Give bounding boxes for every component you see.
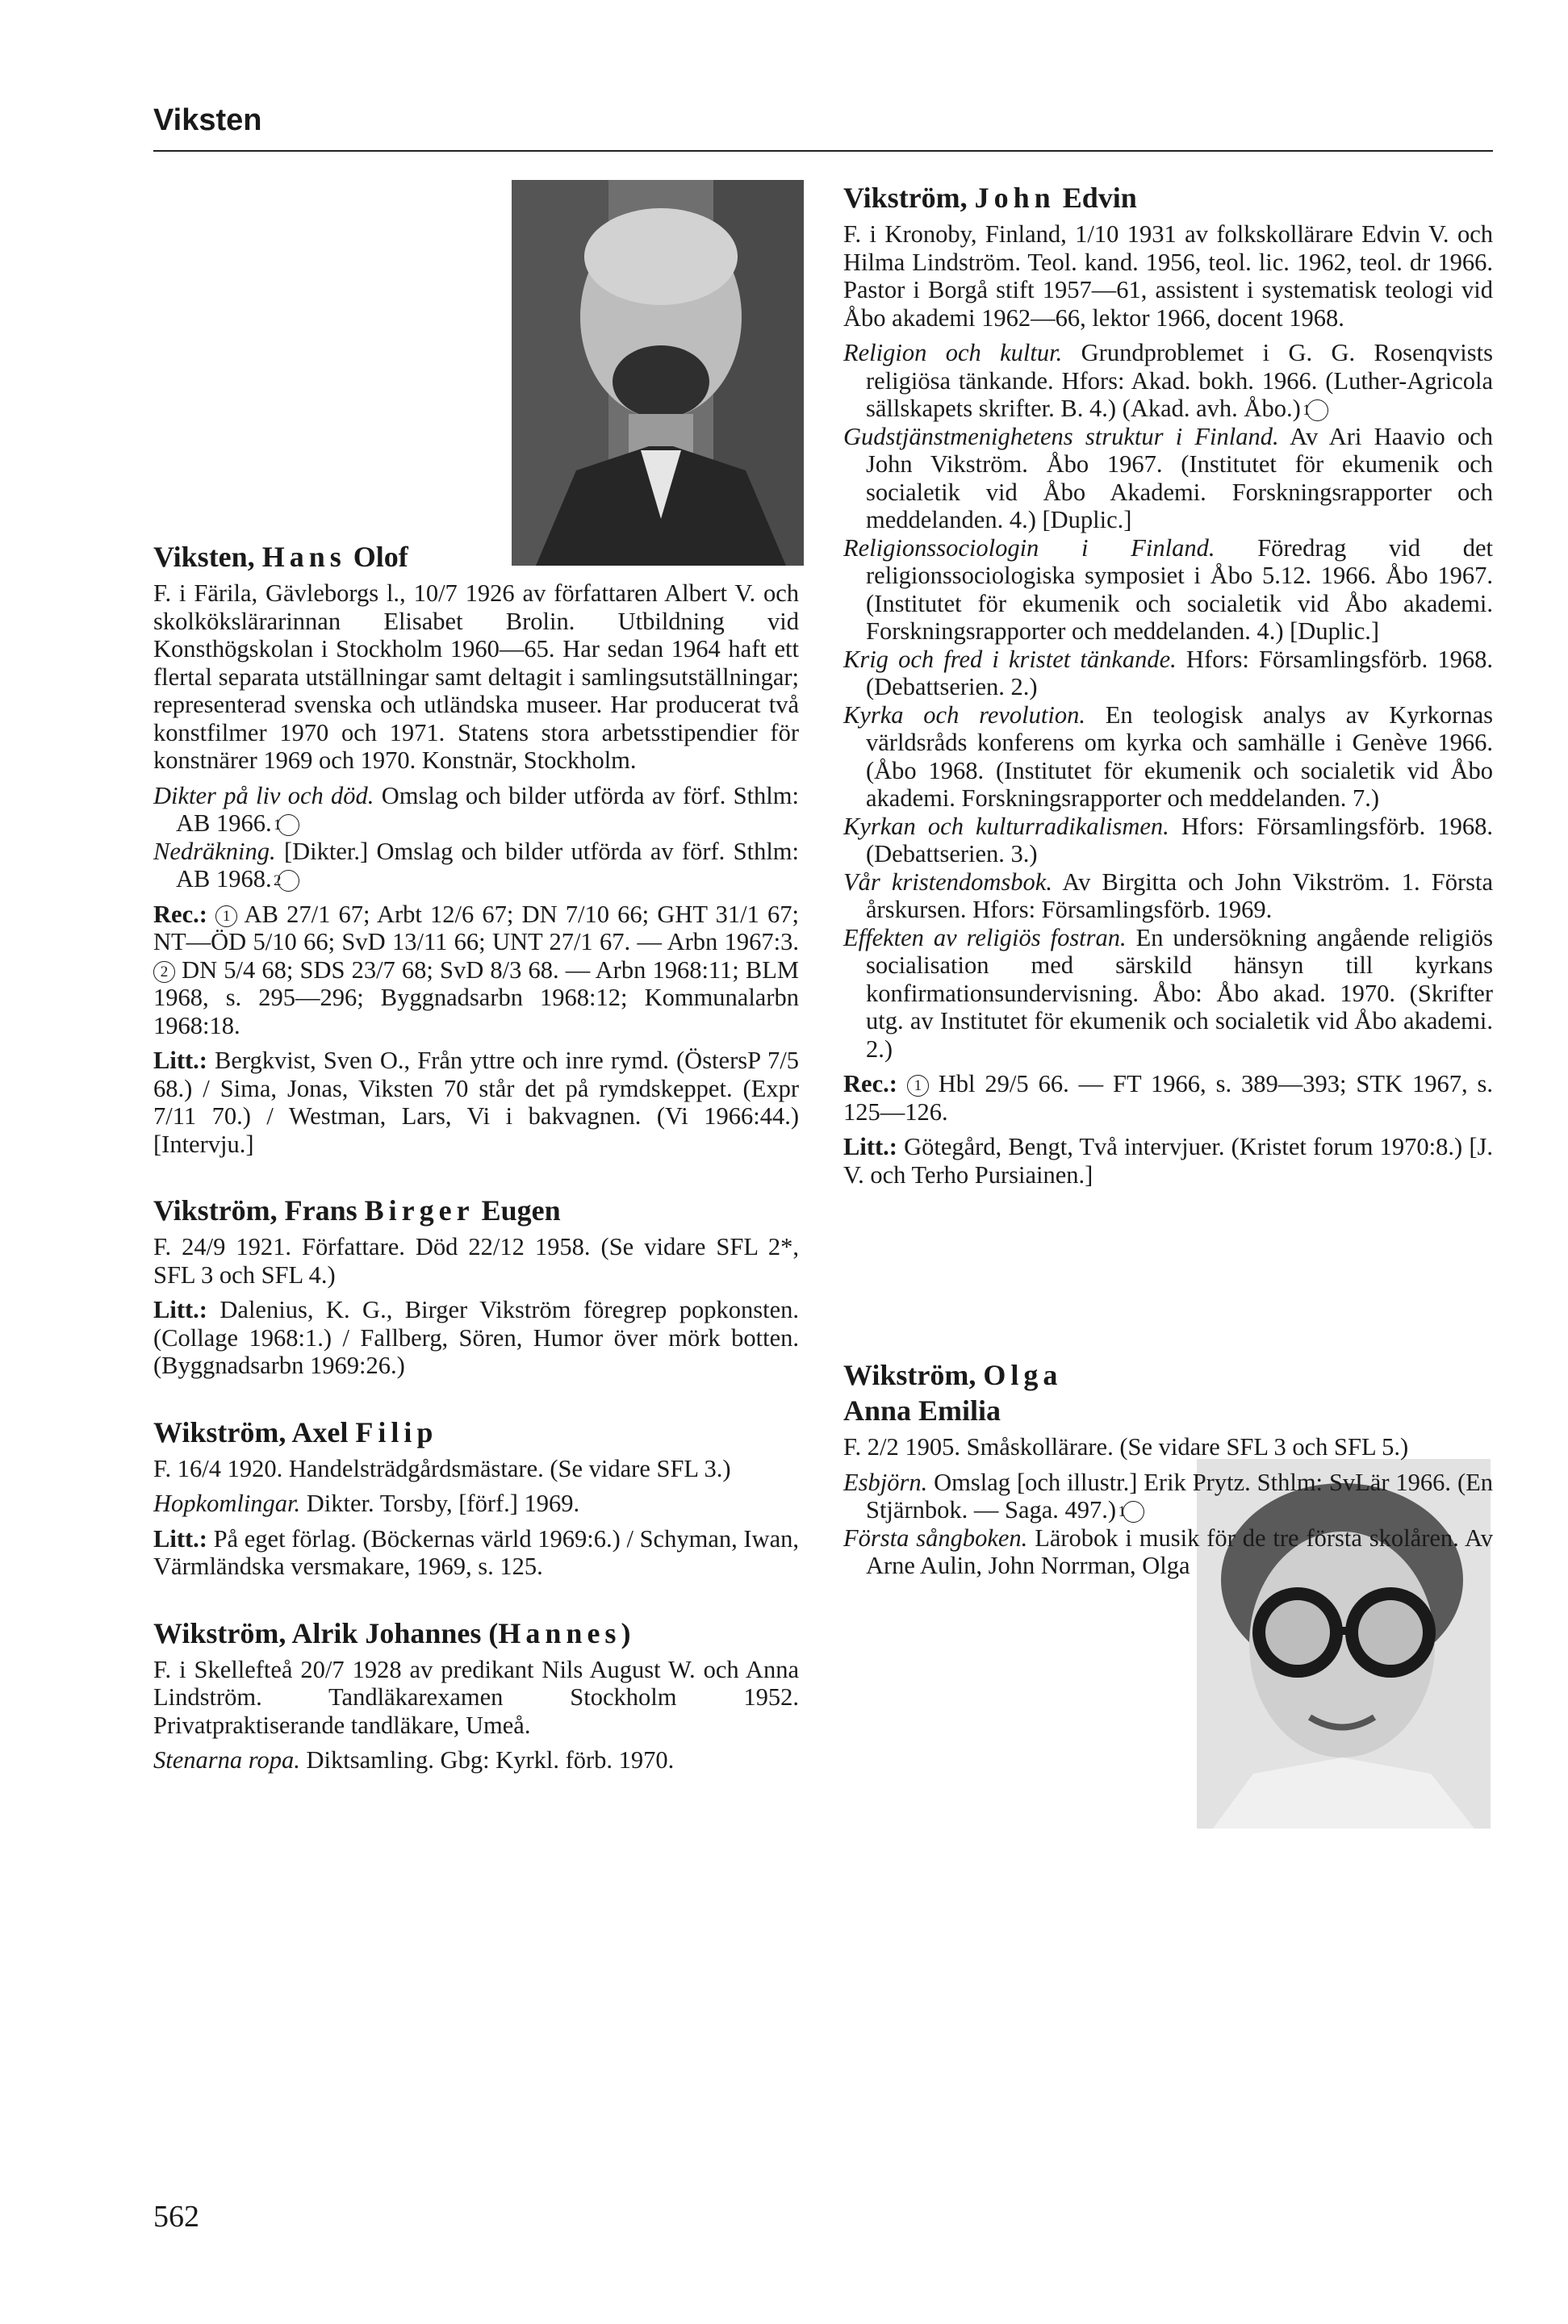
reviews: Rec.: 1 AB 27/1 67; Arbt 12/6 67; DN 7/10 66; GHT 31/1 67; NT—ÖD 5/10 66; SvD 13/11 66; UNT 27/1 67. — Arbn 1967:3. 2 DN 5/4 68; SDS 23/7 68; SvD 8/3 68. — Arbn 1968:11; BLM 1968, s. 295—296; Byggnadsarbn 1968:12; Kommunalarbn 1968:18. [153, 900, 799, 1039]
work-item: Första sångboken. Lärobok i musik för de tre första skolåren. Av Arne Aulin, John Norrman, Olga [843, 1524, 1493, 1579]
literature: Litt.: Bergkvist, Sven O., Från yttre och inre rymd. (ÖstersP 7/5 68.) / Sima, Jonas, Viksten 70 står det på rymdskeppet. (Expr 7/11 70.) / Westman, Lars, Vi i bakvagnen. (Vi 1966:44.) [Intervju.] [153, 1047, 799, 1158]
left-column [153, 180, 799, 1774]
edition-mark: 2 [278, 870, 299, 892]
entry-bio: F. i Färila, Gävleborgs l., 10/7 1926 av författaren Albert V. och skolkökslärarinnan Elisabet Brolin. Utbildning vid Konsthögskolan i Stockholm 1960—65. Har sedan 1964 haft ett flertal separata utställningar samt deltagit i samlingsutställningar; representerad svenska och utländska museer. Har producerat två konstfilmer 1970 och 1971. Statens stora arbetsstipendier för konstnärer 1969 och 1970. Konstnär, Stockholm. [153, 579, 799, 774]
entry-heading: Wikström, Axel Filip [153, 1415, 438, 1448]
literature: Litt.: Götegård, Bengt, Två intervjuer. (Kristet forum 1970:8.) [J. V. och Terho Pursiainen.] [843, 1133, 1493, 1189]
entry-bio: F. 16/4 1920. Handelsträdgårdsmästare. (Se vidare SFL 3.) [153, 1454, 731, 1482]
work-item: Kyrkan och kulturradikalismen. Hfors: Församlingsförb. 1968. (Debattserien. 3.) [843, 812, 1493, 867]
work-item: Esbjörn. Omslag [och illustr.] Erik Prytz. Sthlm: SvLär 1966. (En Stjärnbok. — Saga. 497.) 1 [843, 1468, 1493, 1524]
literature: Litt.: Dalenius, K. G., Birger Vikström föregrep popkonsten. (Collage 1968:1.) / Fallberg, Sören, Humor över mörk botten. (Byggnadsarbn 1969:26.) [153, 1296, 799, 1379]
entry-bio: F. 24/9 1921. Författare. Död 22/12 1958. (Se vidare SFL 2*, SFL 3 och SFL 4.) [153, 1233, 799, 1289]
entry-wikstrom-olga-anna-emilia [843, 1357, 1493, 1580]
work-item: Gudstjänstmenighetens struktur i Finland. Av Ari Haavio och John Vikström. Åbo 1967. (Institutet för ekumenik och socialetik vid Åbo Akademi. Forskningsrapporter och meddelanden. 4.) [Duplic.] [843, 422, 1493, 533]
work-item: Kyrka och revolution. En teologisk analys av Kyrkornas världsråds konferens om kyrka och samhälle i Genève 1966. (Åbo 1968. (Institutet för ekumenik och socialetik vid Åbo akademi. Forskningsrapporter och meddelanden. 7.) [843, 700, 1493, 812]
entry-wikstrom-alrik-hannes [153, 1616, 799, 1774]
work-item: Krig och fred i kristet tänkande. Hfors: Församlingsförb. 1968. (Debattserien. 2.) [843, 645, 1493, 700]
entry-vikstrom-frans-birger [153, 1193, 799, 1380]
header-rule [153, 150, 1493, 152]
right-column [843, 180, 1493, 1580]
entry-vikstrom-john-edvin [843, 180, 1493, 1189]
edition-mark: 1 [278, 814, 299, 836]
work-item: Effekten av religiös fostran. En undersökning angående religiös socialisation med särskild hänsyn till kyrkans konfirmationsundervisning. Åbo: Åbo akad. 1970. (Skrifter utg. av Institutet för ekumenik och socialetik vid Åbo akademi. 2.) [843, 923, 1493, 1063]
edition-mark: 2 [153, 961, 175, 983]
reviews: Rec.: 1 Hbl 29/5 66. — FT 1966, s. 389—393; STK 1967, s. 125—126. [843, 1070, 1493, 1126]
entry-wikstrom-axel-filip [153, 1415, 799, 1581]
page-number: 562 [153, 2200, 199, 2234]
portrait-spacer [153, 180, 799, 539]
work-item: Religion och kultur. Grundproblemet i G. G. Rosenqvists religiösa tänkande. Hfors: Akad. bokh. 1966. (Luther-Agricola sällskapets skrifter. B. 4.) (Akad. avh. Åbo.) 1 [843, 339, 1493, 422]
entry-heading: Vikström, Frans Birger Eugen [153, 1194, 561, 1227]
entry-heading: Viksten, Hans Olof [153, 541, 408, 573]
literature: Litt.: På eget förlag. (Böckernas värld 1969:6.) / Schyman, Iwan, Värmländska versmakare, 1969, s. 125. [153, 1524, 799, 1580]
work-item: Dikter på liv och död. Omslag och bilder utförda av förf. Sthlm: AB 1966. 1 [153, 781, 799, 837]
work-item: Religionssociologin i Finland. Föredrag vid det religionssociologiska symposiet i Åbo 5.12. 1966. Åbo 1967. (Institutet för ekumenik och socialetik vid Åbo akademi. Forskningsrapporter och meddelanden. 4.) [Duplic.] [843, 533, 1494, 645]
entry-heading: Wikström, Alrik Johannes (Hannes) [153, 1616, 631, 1649]
entry-bio: F. i Kronoby, Finland, 1/10 1931 av folkskollärare Edvin V. och Hilma Lindström. Teol. kand. 1956, teol. lic. 1962, teol. dr 1966. Pastor i Borgå stift 1957—61, assistent i systematisk teologi vid Åbo akademi 1962—66, lektor 1966, docent 1968. [843, 220, 1493, 332]
running-head: Viksten [153, 103, 262, 137]
entry-bio: F. 2/2 1905. Småskollärare. (Se vidare SFL 3 och SFL 5.) [843, 1433, 1409, 1461]
edition-mark: 1 [215, 905, 237, 927]
edition-mark: 1 [907, 1075, 929, 1097]
entry-heading: Wikström, Olga Anna Emilia [843, 1359, 1063, 1427]
portrait-spacer [843, 1196, 1493, 1357]
work-item: Vår kristendomsbok. Av Birgitta och John Vikström. 1. Första årskursen. Hfors: Församlingsförb. 1969. [843, 867, 1493, 923]
work-item: Stenarna ropa. Diktsamling. Gbg: Kyrkl. förb. 1970. [153, 1746, 675, 1774]
entry-heading: Vikström, John Edvin [843, 182, 1137, 214]
entry-viksten-hans-olof [153, 180, 799, 1158]
edition-mark: 1 [1307, 399, 1328, 421]
work-item: Nedräkning. [Dikter.] Omslag och bilder utförda av förf. Sthlm: AB 1968. 2 [153, 837, 799, 892]
edition-mark: 1 [1123, 1501, 1144, 1523]
entry-bio: F. i Skellefteå 20/7 1928 av predikant Nils August W. och Anna Lindström. Tandläkarexamen Stockholm 1952. Privatpraktiserande tandläkare, Umeå. [153, 1655, 799, 1739]
work-item: Hopkomlingar. Dikter. Torsby, [förf.] 1969. [153, 1490, 580, 1517]
